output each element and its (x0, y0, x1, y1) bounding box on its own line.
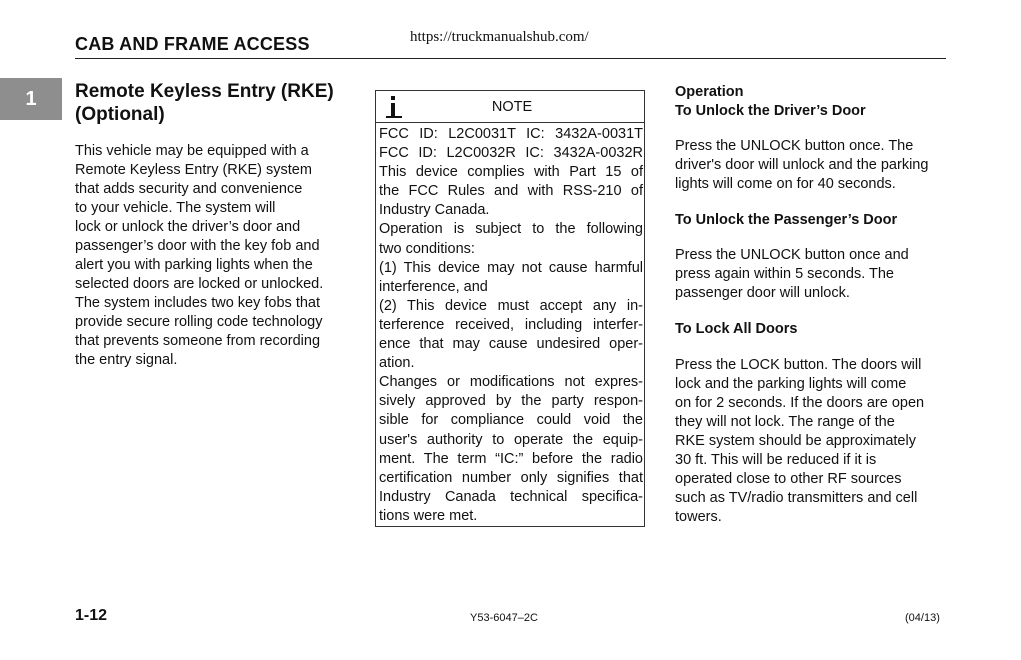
note-line: Operation is subject to the following (379, 221, 643, 238)
intro-line: This vehicle may be equipped with a (75, 143, 309, 159)
intro-line: Remote Keyless Entry (RKE) system (75, 162, 312, 178)
lock-line: Press the LOCK button. The doors will (675, 357, 922, 373)
page-number: 1-12 (75, 607, 108, 624)
passenger-line: Press the UNLOCK button once and (675, 247, 909, 263)
note-line: ation. (379, 355, 415, 372)
note-line: terference received, including interfer- (379, 316, 643, 333)
note-line: (1) This device may not cause harmful (379, 259, 643, 276)
note-line: sively approved by the party respon- (379, 393, 643, 410)
note-header (376, 91, 644, 123)
note-line: interference, and (379, 278, 488, 295)
note-line: Industry Canada technical specifica- (379, 488, 643, 505)
note-line: ment. The term “IC:” before the radio (379, 450, 643, 467)
lock-line: operated close to other RF sources (675, 471, 902, 487)
driver-line: lights will come on for 40 seconds. (675, 176, 896, 192)
intro-line: the entry signal. (75, 352, 178, 368)
note-line: (2) This device must accept any in- (379, 297, 643, 314)
operation-headings (675, 83, 950, 121)
passenger-door-heading: To Unlock the Passenger’s Door (675, 212, 898, 228)
intro-line: alert you with parking lights when the (75, 257, 313, 273)
section-title-line: (Optional) (75, 104, 165, 125)
lock-line: 30 ft. This will be reduced if it is (675, 452, 877, 468)
lock-all-heading: To Lock All Doors (675, 321, 798, 337)
driver-line: driver's door will unlock and the parking (675, 157, 929, 173)
source-url: https://truckmanualshub.com/ (410, 29, 589, 45)
note-line: Changes or modifications not expres- (379, 374, 643, 391)
lock-line: on for 2 seconds. If the doors are open (675, 395, 925, 411)
intro-line: provide secure rolling code technology (75, 314, 323, 330)
note-line: This device complies with Part 15 of (379, 164, 643, 181)
note-line: sible for compliance could void the (379, 412, 643, 429)
intro-line: selected doors are locked or unlocked. (75, 276, 324, 292)
passenger-line: press again within 5 seconds. The (675, 266, 894, 282)
passenger-door-paragraph (675, 246, 950, 303)
revision-date: (04/13) (905, 612, 940, 624)
note-line: user's authority to operate the equip- (379, 431, 643, 448)
note-line: certification number only signifies that (379, 469, 643, 486)
lock-line: lock and the parking lights will come (675, 376, 907, 392)
note-line: the FCC Rules and with RSS-210 of (379, 183, 643, 200)
intro-line: passenger’s door with the key fob and (75, 238, 320, 254)
document-number: Y53-6047–2C (470, 612, 538, 624)
lock-line: such as TV/radio transmitters and cell (675, 490, 918, 506)
chapter-tab: 1 (0, 78, 62, 120)
operation-heading: Operation (675, 84, 744, 100)
lock-line: they will not lock. The range of the (675, 414, 895, 430)
note-line: ence that may cause undesired oper- (379, 336, 643, 353)
intro-line: lock or unlock the driver’s door and (75, 219, 301, 235)
driver-door-heading: To Unlock the Driver’s Door (675, 103, 866, 119)
section-title-line: Remote Keyless Entry (RKE) (75, 81, 334, 102)
note-line: tions were met. (379, 507, 478, 524)
note-line: Industry Canada. (379, 202, 490, 219)
note-box (375, 90, 645, 527)
driver-line: Press the UNLOCK button once. The (675, 138, 914, 154)
header-divider (75, 58, 946, 59)
page-header-title: CAB AND FRAME ACCESS (75, 34, 310, 54)
intro-line: that prevents someone from recording (75, 333, 321, 349)
note-line: FCC ID: L2C0032R IC: 3432A-0032R (379, 145, 643, 162)
intro-line: to your vehicle. The system will (75, 200, 276, 216)
note-line: FCC ID: L2C0031T IC: 3432A-0031T (379, 126, 643, 142)
note-label: NOTE (491, 99, 533, 115)
intro-line: The system includes two key fobs that (75, 295, 320, 311)
note-line: two conditions: (379, 240, 475, 257)
lock-line: RKE system should be approximately (675, 433, 916, 449)
driver-door-paragraph (675, 137, 950, 194)
note-body (379, 125, 643, 526)
intro-line: that adds security and convenience (75, 181, 303, 197)
section-title (75, 80, 360, 126)
lock-line: towers. (675, 509, 722, 525)
passenger-line: passenger door will unlock. (675, 285, 850, 301)
lock-all-paragraph (675, 356, 950, 527)
intro-paragraph (75, 142, 355, 370)
